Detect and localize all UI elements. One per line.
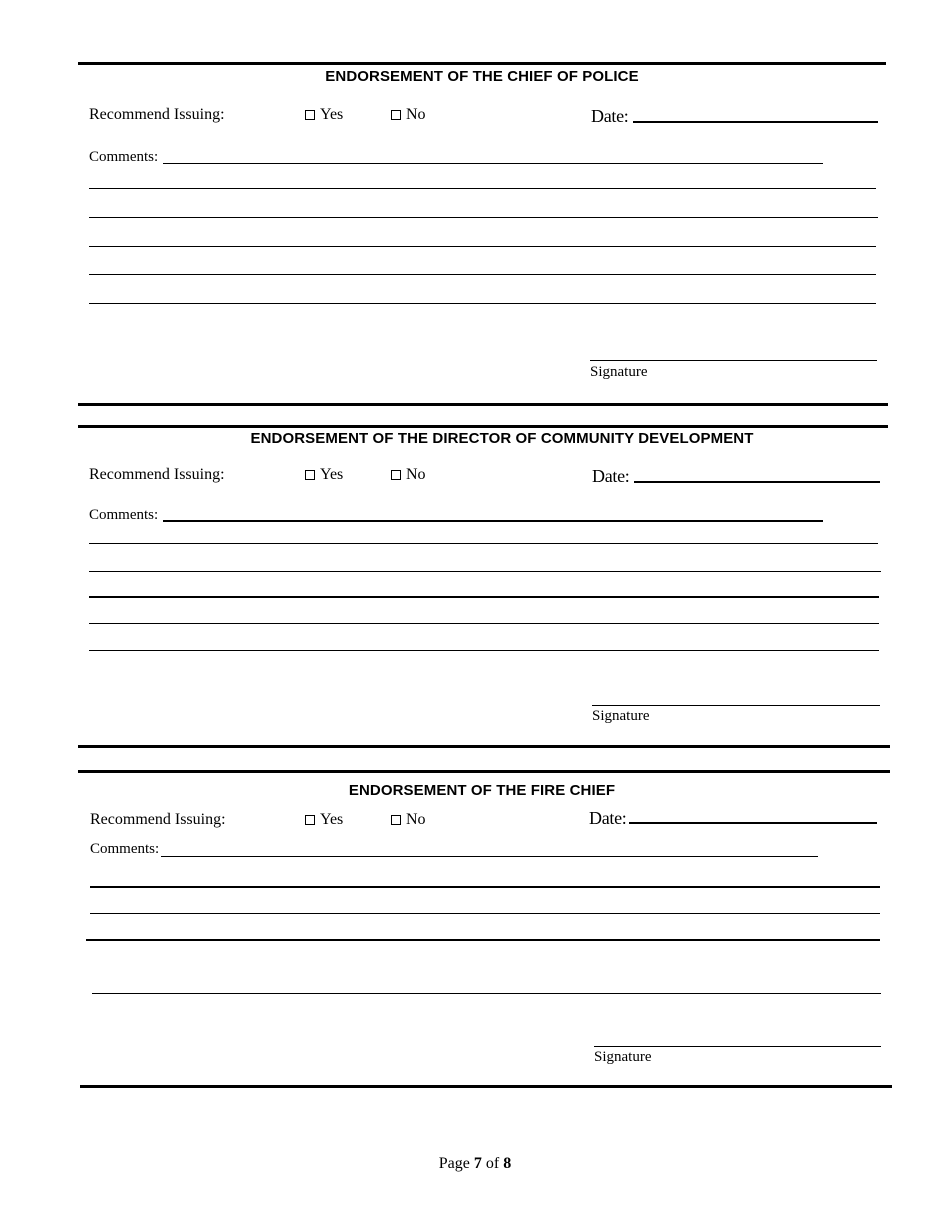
no-label: No — [406, 106, 426, 123]
comments-field-line[interactable] — [163, 520, 823, 522]
page-separator: of — [485, 1155, 500, 1172]
comments-field-line[interactable] — [89, 188, 876, 189]
comments-field-line[interactable] — [89, 596, 879, 598]
comments-label: Comments: — [90, 841, 160, 857]
recommend-no-checkbox[interactable] — [391, 466, 426, 484]
page-current: 7 — [473, 1155, 482, 1172]
checkbox-square-icon — [305, 470, 315, 480]
no-label: No — [406, 811, 426, 828]
yes-label: Yes — [320, 466, 344, 483]
checkbox-square-icon — [305, 110, 315, 120]
comments-field-line[interactable] — [89, 274, 876, 275]
checkbox-square-icon — [391, 110, 401, 120]
comments-field-line[interactable] — [90, 913, 880, 914]
yes-label: Yes — [320, 106, 344, 123]
date-label: Date: — [589, 808, 627, 828]
comments-field-line[interactable] — [89, 246, 876, 247]
signature-field-line[interactable] — [592, 705, 880, 706]
comments-field-line[interactable] — [89, 543, 878, 544]
section-top-rule — [78, 770, 890, 773]
section-heading: ENDORSEMENT OF THE DIRECTOR OF COMMUNITY DEVELOPMENT — [250, 430, 754, 447]
section-heading: ENDORSEMENT OF THE FIRE CHIEF — [348, 782, 616, 799]
recommend-no-checkbox[interactable] — [391, 811, 426, 829]
comments-field-line[interactable] — [89, 571, 881, 572]
date-field[interactable] — [634, 481, 880, 483]
yes-label: Yes — [320, 811, 344, 828]
recommend-yes-checkbox[interactable] — [305, 811, 343, 829]
date-label: Date: — [591, 106, 629, 126]
recommend-yes-checkbox[interactable] — [305, 106, 343, 124]
comments-field-line[interactable] — [86, 939, 880, 941]
recommend-issuing-label: Recommend Issuing: — [89, 106, 225, 123]
section-bottom-rule — [80, 1085, 892, 1088]
recommend-no-checkbox[interactable] — [391, 106, 426, 124]
recommend-issuing-label: Recommend Issuing: — [90, 811, 226, 828]
comments-label: Comments: — [89, 149, 159, 165]
comments-field-line[interactable] — [90, 886, 880, 888]
section-top-rule — [78, 425, 888, 428]
comments-field-line[interactable] — [89, 623, 879, 624]
signature-field-line[interactable] — [594, 1046, 881, 1047]
comments-field-line[interactable] — [161, 856, 818, 857]
signature-label: Signature — [590, 364, 648, 380]
signature-field-line[interactable] — [590, 360, 877, 361]
signature-label: Signature — [592, 708, 650, 724]
no-label: No — [406, 466, 426, 483]
comments-field-line[interactable] — [89, 217, 878, 218]
date-label: Date: — [592, 466, 630, 486]
section-heading: ENDORSEMENT OF THE CHIEF OF POLICE — [325, 68, 639, 85]
section-bottom-rule — [78, 745, 890, 748]
page-number — [0, 1155, 950, 1173]
recommend-issuing-label: Recommend Issuing: — [89, 466, 225, 483]
page-total: 8 — [503, 1155, 512, 1172]
comments-label: Comments: — [89, 507, 159, 523]
comments-field-line[interactable] — [89, 650, 879, 651]
comments-field-line[interactable] — [89, 303, 876, 304]
signature-label: Signature — [594, 1049, 652, 1065]
section-bottom-rule — [78, 403, 888, 406]
page-prefix: Page — [438, 1155, 470, 1172]
comments-field-line[interactable] — [92, 993, 881, 994]
date-field[interactable] — [633, 121, 878, 123]
comments-field-line[interactable] — [163, 163, 823, 164]
checkbox-square-icon — [391, 815, 401, 825]
checkbox-square-icon — [391, 470, 401, 480]
recommend-yes-checkbox[interactable] — [305, 466, 343, 484]
checkbox-square-icon — [305, 815, 315, 825]
date-field[interactable] — [629, 822, 877, 824]
section-top-rule — [78, 62, 886, 65]
